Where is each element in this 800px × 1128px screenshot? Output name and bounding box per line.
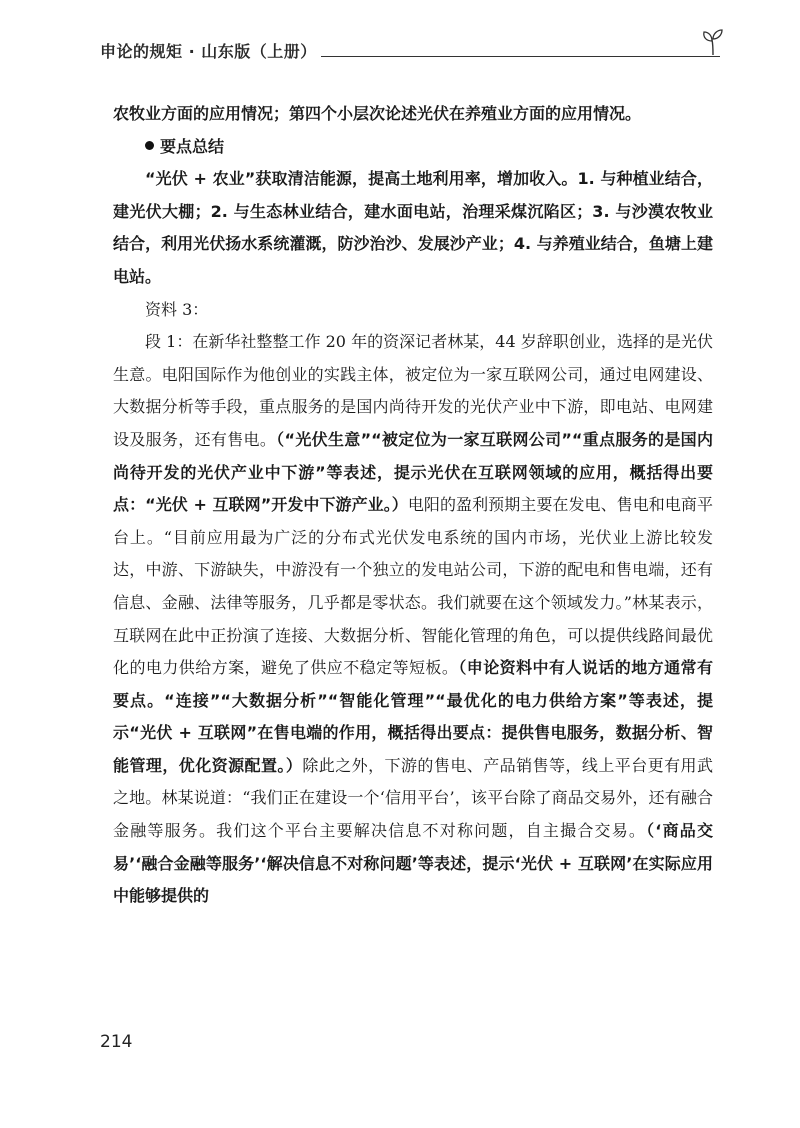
page-number: 214 — [100, 1032, 133, 1052]
material-text-c: 电阳的盈利预期主要在发电、售电和电商平台上。“目前应用最为广泛的分布式光伏发电系统的国内市场，光伏业上游比较发达，中游、下游缺失，中游没有一个独立的发电站公司，下游的配电和售电端，还有信息、金融、法律等服务，几乎都是零状态。我们就要在这个领域发力。”林某表示，互联网在此中正扮演了连接、大数据分析、智能化管理的角色，可以提供线路间最优化的电力供给方案，避免了供应不稳定等短板。 — [113, 495, 713, 678]
material-text-e: 除此之外，下游的售电、产品销售等，线上平台更有用武之地。林某说道：“我们正在建设一个‘信用平台’，该平台除了商品交易外，还有融合金融等服务。我们这个平台主要解决信息不对称问题，自主撮合交易。 — [113, 755, 713, 841]
paragraph-continuation — [113, 98, 713, 131]
material-label — [113, 294, 713, 327]
annotation-text-d: （申论资料中有人说话的地方通常有要点。“连接”“大数据分析”“智能化管理”“最优化的电力供给方案”等表述，提示“光伏 + 互联网”在售电端的作用，概括得出要点：提供售电服务，数据分析、智能管理，优化资源配置。） — [113, 658, 713, 775]
material-label-text: 资料 3： — [145, 299, 209, 319]
body-text — [113, 98, 713, 913]
header-rule — [321, 56, 720, 57]
running-header — [100, 36, 720, 60]
running-header-title: 申论的规矩 · 山东版（上册） — [100, 42, 317, 61]
material-paragraph — [113, 326, 713, 913]
annotation-text-b: （“光伏生意”“被定位为一家互联网公司”“重点服务的是国内尚待开发的光伏产业中下游”等表述，提示光伏在互联网领域的应用，概括得出要点：“光伏 + 互联网”开发中下游产业。） — [113, 429, 713, 515]
paragraph-text: 农牧业方面的应用情况；第四个小层次论述光伏在养殖业方面的应用情况。 — [113, 104, 642, 123]
summary-text: “光伏 + 农业”获取清洁能源，提高土地利用率，增加收入。1. 与种植业结合，建光伏大棚；2. 与生态林业结合，建水面电站，治理采煤沉陷区；3. 与沙漠农牧业结合，利用光伏扬水系统灌溉，防沙治沙、发展沙产业；4. 与养殖业结合，鱼塘上建电站。 — [113, 169, 713, 286]
summary-paragraph — [113, 163, 713, 293]
section-heading — [113, 131, 713, 164]
annotation-text-f: （‘商品交易’‘融合金融等服务’‘解决信息不对称问题’等表述，提示‘光伏 + 互联网’在实际应用中能够提供的 — [113, 821, 713, 906]
section-heading-text: 要点总结 — [160, 136, 225, 156]
material-text-a: 段 1：在新华社整整工作 20 年的资深记者林某，44 岁辞职创业，选择的是光伏生意。电阳国际作为他创业的实践主体，被定位为一家互联网公司，通过电网建设、大数据分析等手段，重点服务的是国内尚待开发的光伏产业中下游，即电站、电网建设及服务，还有售电。 — [113, 332, 713, 449]
sprout-icon — [700, 28, 726, 56]
bullet-icon — [145, 141, 154, 150]
